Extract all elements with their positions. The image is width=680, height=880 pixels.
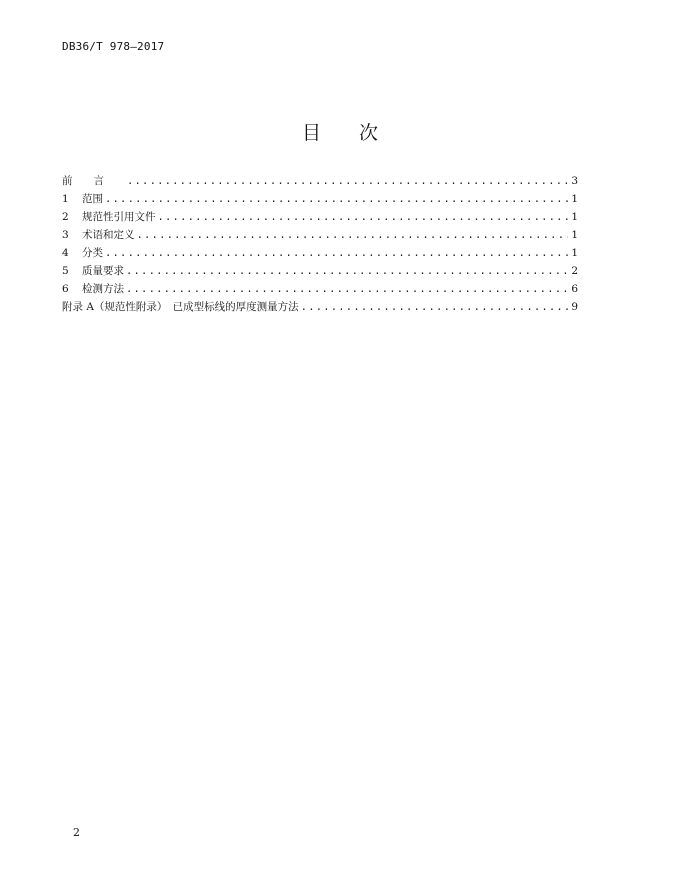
toc-page: 1 xyxy=(571,229,578,241)
table-of-contents xyxy=(62,172,578,316)
toc-leader xyxy=(137,226,569,244)
toc-leader xyxy=(105,190,568,208)
page-number: 2 xyxy=(73,826,80,839)
toc-leader xyxy=(158,208,569,226)
toc-page: 1 xyxy=(571,211,578,223)
toc-page: 2 xyxy=(571,265,578,277)
toc-leader xyxy=(301,298,568,316)
toc-page: 3 xyxy=(571,175,578,187)
toc-label: 范围 xyxy=(82,193,103,205)
standard-code: DB36/T 978—2017 xyxy=(62,40,165,53)
toc-page: 6 xyxy=(571,283,578,295)
toc-entry-normative-references[interactable] xyxy=(62,208,578,226)
toc-label: 附录 A（规范性附录） 已成型标线的厚度测量方法 xyxy=(62,301,299,313)
toc-entry-quality-requirements[interactable] xyxy=(62,262,578,280)
title-char-1: 目 xyxy=(301,122,321,144)
toc-label: 检测方法 xyxy=(82,283,124,295)
toc-leader xyxy=(126,262,568,280)
toc-entry-terms[interactable] xyxy=(62,226,578,244)
toc-label: 前言 xyxy=(62,175,125,187)
toc-label: 术语和定义 xyxy=(82,229,135,241)
toc-number: 1 xyxy=(62,193,69,205)
toc-number: 5 xyxy=(62,265,69,277)
toc-label: 质量要求 xyxy=(82,265,124,277)
toc-number: 2 xyxy=(62,211,69,223)
toc-entry-scope[interactable] xyxy=(62,190,578,208)
toc-page: 1 xyxy=(571,193,578,205)
toc-entry-classification[interactable] xyxy=(62,244,578,262)
toc-leader xyxy=(126,280,568,298)
title-char-2: 次 xyxy=(359,122,379,144)
toc-leader xyxy=(127,172,568,190)
toc-page: 9 xyxy=(571,301,578,313)
toc-page: 1 xyxy=(571,247,578,259)
toc-leader xyxy=(105,244,568,262)
page-title xyxy=(0,118,680,145)
toc-entry-test-methods[interactable] xyxy=(62,280,578,298)
toc-number: 3 xyxy=(62,229,69,241)
toc-entry-appendix-a[interactable] xyxy=(62,298,578,316)
toc-label: 分类 xyxy=(82,247,103,259)
toc-number: 4 xyxy=(62,247,69,259)
toc-label: 规范性引用文件 xyxy=(82,211,156,223)
toc-entry-foreword[interactable] xyxy=(62,172,578,190)
toc-number: 6 xyxy=(62,283,69,295)
